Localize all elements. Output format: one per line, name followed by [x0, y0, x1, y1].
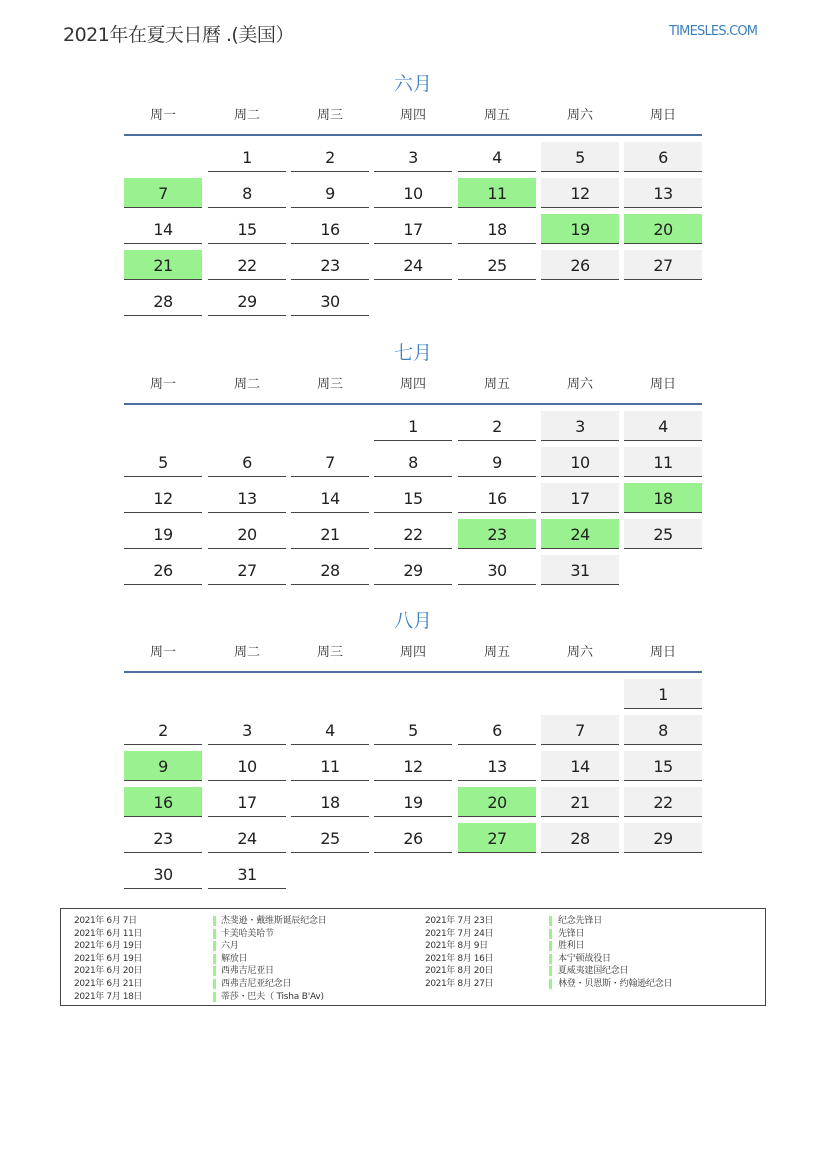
day-cell-holiday: 27: [458, 823, 536, 853]
weekday-label: 周一: [149, 377, 176, 392]
day-cell: 8: [208, 178, 286, 208]
holiday-legend: [60, 908, 766, 1006]
legend-color-marker: [213, 941, 216, 951]
legend-date: 2021年 6月 20日: [74, 966, 143, 977]
weekday-label: 周五: [483, 645, 510, 660]
legend-column-right: [425, 915, 755, 991]
day-cell: 22: [208, 250, 286, 280]
month-title: 六月: [393, 73, 432, 95]
legend-date: 2021年 6月 21日: [74, 978, 143, 989]
legend-date: 2021年 6月 19日: [74, 941, 143, 952]
day-cell: 28: [291, 555, 369, 585]
weekday-header-row: [124, 643, 702, 673]
month-title: 八月: [393, 610, 432, 632]
weekday-label: 周三: [316, 108, 343, 123]
day-cell: 5: [541, 142, 619, 172]
weekday-label: 周四: [399, 108, 426, 123]
legend-color-marker: [549, 966, 552, 976]
day-cell: 15: [374, 483, 452, 513]
legend-color-marker: [213, 966, 216, 976]
day-cell-holiday: 20: [624, 214, 702, 244]
legend-holiday-name: 胜利日: [558, 941, 585, 952]
day-cell: 28: [124, 286, 202, 316]
legend-item: [425, 978, 755, 991]
month-calendar: [124, 607, 702, 884]
day-cell: 13: [208, 483, 286, 513]
day-cell: 25: [624, 519, 702, 549]
day-cell: 19: [124, 519, 202, 549]
legend-date: 2021年 7月 18日: [74, 991, 143, 1002]
weekday-label: 周二: [233, 108, 260, 123]
weekday-label: 周日: [649, 108, 676, 123]
day-cell: 4: [458, 142, 536, 172]
legend-item: [425, 940, 755, 953]
day-cell: 30: [291, 286, 369, 316]
day-cell: 2: [124, 715, 202, 745]
day-cell: 29: [208, 286, 286, 316]
day-cell-holiday: 21: [124, 250, 202, 280]
legend-holiday-name: 解放日: [221, 953, 248, 964]
day-cell: 7: [541, 715, 619, 745]
day-cell: 2: [291, 142, 369, 172]
day-cell: 9: [458, 447, 536, 477]
day-cell: 8: [374, 447, 452, 477]
day-cell: 23: [124, 823, 202, 853]
day-cell: 25: [458, 250, 536, 280]
weekday-label: 周三: [316, 645, 343, 660]
day-cell: 30: [458, 555, 536, 585]
day-cell-holiday: 24: [541, 519, 619, 549]
legend-holiday-name: 六月: [221, 941, 239, 952]
day-cell: 26: [124, 555, 202, 585]
legend-color-marker: [549, 979, 552, 989]
day-cell: 17: [374, 214, 452, 244]
day-cell-holiday: 9: [124, 751, 202, 781]
day-cell: 31: [541, 555, 619, 585]
day-cell-holiday: 18: [624, 483, 702, 513]
day-cell: 29: [624, 823, 702, 853]
day-cell-holiday: 23: [458, 519, 536, 549]
day-cell: 12: [124, 483, 202, 513]
weekday-label: 周二: [233, 645, 260, 660]
day-cell: 9: [291, 178, 369, 208]
day-cell: 15: [208, 214, 286, 244]
day-cell-holiday: 20: [458, 787, 536, 817]
weekday-label: 周一: [149, 645, 176, 660]
weekday-label: 周六: [566, 108, 593, 123]
day-cell: 29: [374, 555, 452, 585]
day-cell: 26: [374, 823, 452, 853]
day-cell: 16: [291, 214, 369, 244]
day-cell: 24: [374, 250, 452, 280]
legend-date: 2021年 8月 16日: [425, 953, 494, 964]
legend-item: [425, 928, 755, 941]
day-cell: 25: [291, 823, 369, 853]
day-cell: 13: [624, 178, 702, 208]
legend-date: 2021年 7月 24日: [425, 928, 494, 939]
day-cell: 22: [624, 787, 702, 817]
day-cell: 8: [624, 715, 702, 745]
legend-item: [74, 928, 414, 941]
weekday-label: 周一: [149, 108, 176, 123]
legend-color-marker: [549, 929, 552, 939]
day-cell-holiday: 11: [458, 178, 536, 208]
day-cell: 30: [124, 859, 202, 889]
site-logo[interactable]: TIMESLES.COM: [669, 24, 758, 39]
legend-item: [74, 978, 414, 991]
day-cell: 4: [291, 715, 369, 745]
month-title: 七月: [393, 342, 432, 364]
legend-item: [74, 991, 414, 1004]
day-cell: 21: [541, 787, 619, 817]
day-cell: 11: [624, 447, 702, 477]
day-cell: 22: [374, 519, 452, 549]
day-cell: 12: [541, 178, 619, 208]
day-cell: 1: [624, 679, 702, 709]
weekday-label: 周二: [233, 377, 260, 392]
weekday-label: 周三: [316, 377, 343, 392]
legend-holiday-name: 纪念先锋日: [558, 916, 603, 926]
weekday-header-row: [124, 375, 702, 405]
day-cell: 14: [291, 483, 369, 513]
day-cell: 11: [291, 751, 369, 781]
weekday-label: 周日: [649, 645, 676, 660]
legend-color-marker: [213, 916, 216, 926]
day-cell: 27: [208, 555, 286, 585]
legend-holiday-name: 西弗吉尼亚日: [221, 966, 274, 977]
day-cell: 13: [458, 751, 536, 781]
day-cell: 20: [208, 519, 286, 549]
day-cell: 1: [374, 411, 452, 441]
day-cell: 24: [208, 823, 286, 853]
legend-holiday-name: 杰斐逊・戴维斯诞辰纪念日: [221, 916, 327, 926]
day-cell: 3: [541, 411, 619, 441]
day-cell: 6: [458, 715, 536, 745]
legend-color-marker: [549, 954, 552, 964]
day-cell: 1: [208, 142, 286, 172]
day-cell: 18: [291, 787, 369, 817]
weekday-label: 周六: [566, 377, 593, 392]
legend-date: 2021年 6月 7日: [74, 916, 137, 926]
day-cell-holiday: 16: [124, 787, 202, 817]
legend-item: [74, 965, 414, 978]
legend-column-left: [74, 915, 414, 1003]
legend-item: [425, 953, 755, 966]
day-cell: 6: [208, 447, 286, 477]
day-cell: 19: [374, 787, 452, 817]
day-cell: 12: [374, 751, 452, 781]
legend-date: 2021年 8月 20日: [425, 966, 494, 977]
weekday-header-row: [124, 106, 702, 136]
legend-item: [425, 965, 755, 978]
legend-date: 2021年 7月 23日: [425, 916, 494, 926]
day-cell: 10: [541, 447, 619, 477]
weekday-label: 周四: [399, 645, 426, 660]
day-cell: 2: [458, 411, 536, 441]
legend-color-marker: [213, 979, 216, 989]
legend-date: 2021年 8月 9日: [425, 941, 488, 952]
day-cell: 21: [291, 519, 369, 549]
day-cell: 10: [374, 178, 452, 208]
day-cell: 6: [624, 142, 702, 172]
legend-item: [425, 915, 755, 928]
day-cell: 7: [291, 447, 369, 477]
weekday-label: 周六: [566, 645, 593, 660]
legend-holiday-name: 夏威夷建国纪念日: [558, 966, 629, 977]
day-cell: 5: [124, 447, 202, 477]
legend-color-marker: [549, 916, 552, 926]
day-cell: 23: [291, 250, 369, 280]
day-cell-holiday: 19: [541, 214, 619, 244]
weekday-label: 周日: [649, 377, 676, 392]
legend-item: [74, 953, 414, 966]
legend-holiday-name: 本宁顿战役日: [558, 953, 611, 964]
day-cell: 3: [208, 715, 286, 745]
legend-holiday-name: 卡美哈美哈节: [221, 928, 274, 939]
legend-date: 2021年 8月 27日: [425, 978, 494, 989]
day-cell: 10: [208, 751, 286, 781]
day-cell: 17: [208, 787, 286, 817]
day-cell: 28: [541, 823, 619, 853]
legend-date: 2021年 6月 19日: [74, 953, 143, 964]
month-calendar: [124, 339, 702, 580]
month-calendar: [124, 70, 702, 311]
day-cell: 27: [624, 250, 702, 280]
day-cell: 17: [541, 483, 619, 513]
day-cell: 5: [374, 715, 452, 745]
weekday-label: 周五: [483, 377, 510, 392]
day-cell: 14: [124, 214, 202, 244]
legend-color-marker: [549, 941, 552, 951]
day-cell: 16: [458, 483, 536, 513]
day-cell: 31: [208, 859, 286, 889]
legend-item: [74, 940, 414, 953]
legend-color-marker: [213, 929, 216, 939]
day-cell: 26: [541, 250, 619, 280]
legend-holiday-name: 西弗吉尼亚纪念日: [221, 978, 292, 989]
weekday-label: 周四: [399, 377, 426, 392]
day-cell: 14: [541, 751, 619, 781]
day-cell: 3: [374, 142, 452, 172]
legend-holiday-name: 蒂莎・巴夫（ Tisha B'Av): [221, 991, 324, 1002]
legend-item: [74, 915, 414, 928]
legend-holiday-name: 林登・贝恩斯・约翰逊纪念日: [558, 978, 673, 989]
legend-holiday-name: 先锋日: [558, 928, 585, 939]
day-cell: 15: [624, 751, 702, 781]
legend-color-marker: [213, 992, 216, 1002]
page-title: 2021年在夏天日曆 .(美国）: [63, 24, 294, 46]
day-cell: 4: [624, 411, 702, 441]
legend-date: 2021年 6月 11日: [74, 928, 143, 939]
legend-color-marker: [213, 954, 216, 964]
day-cell: 18: [458, 214, 536, 244]
day-cell-holiday: 7: [124, 178, 202, 208]
weekday-label: 周五: [483, 108, 510, 123]
